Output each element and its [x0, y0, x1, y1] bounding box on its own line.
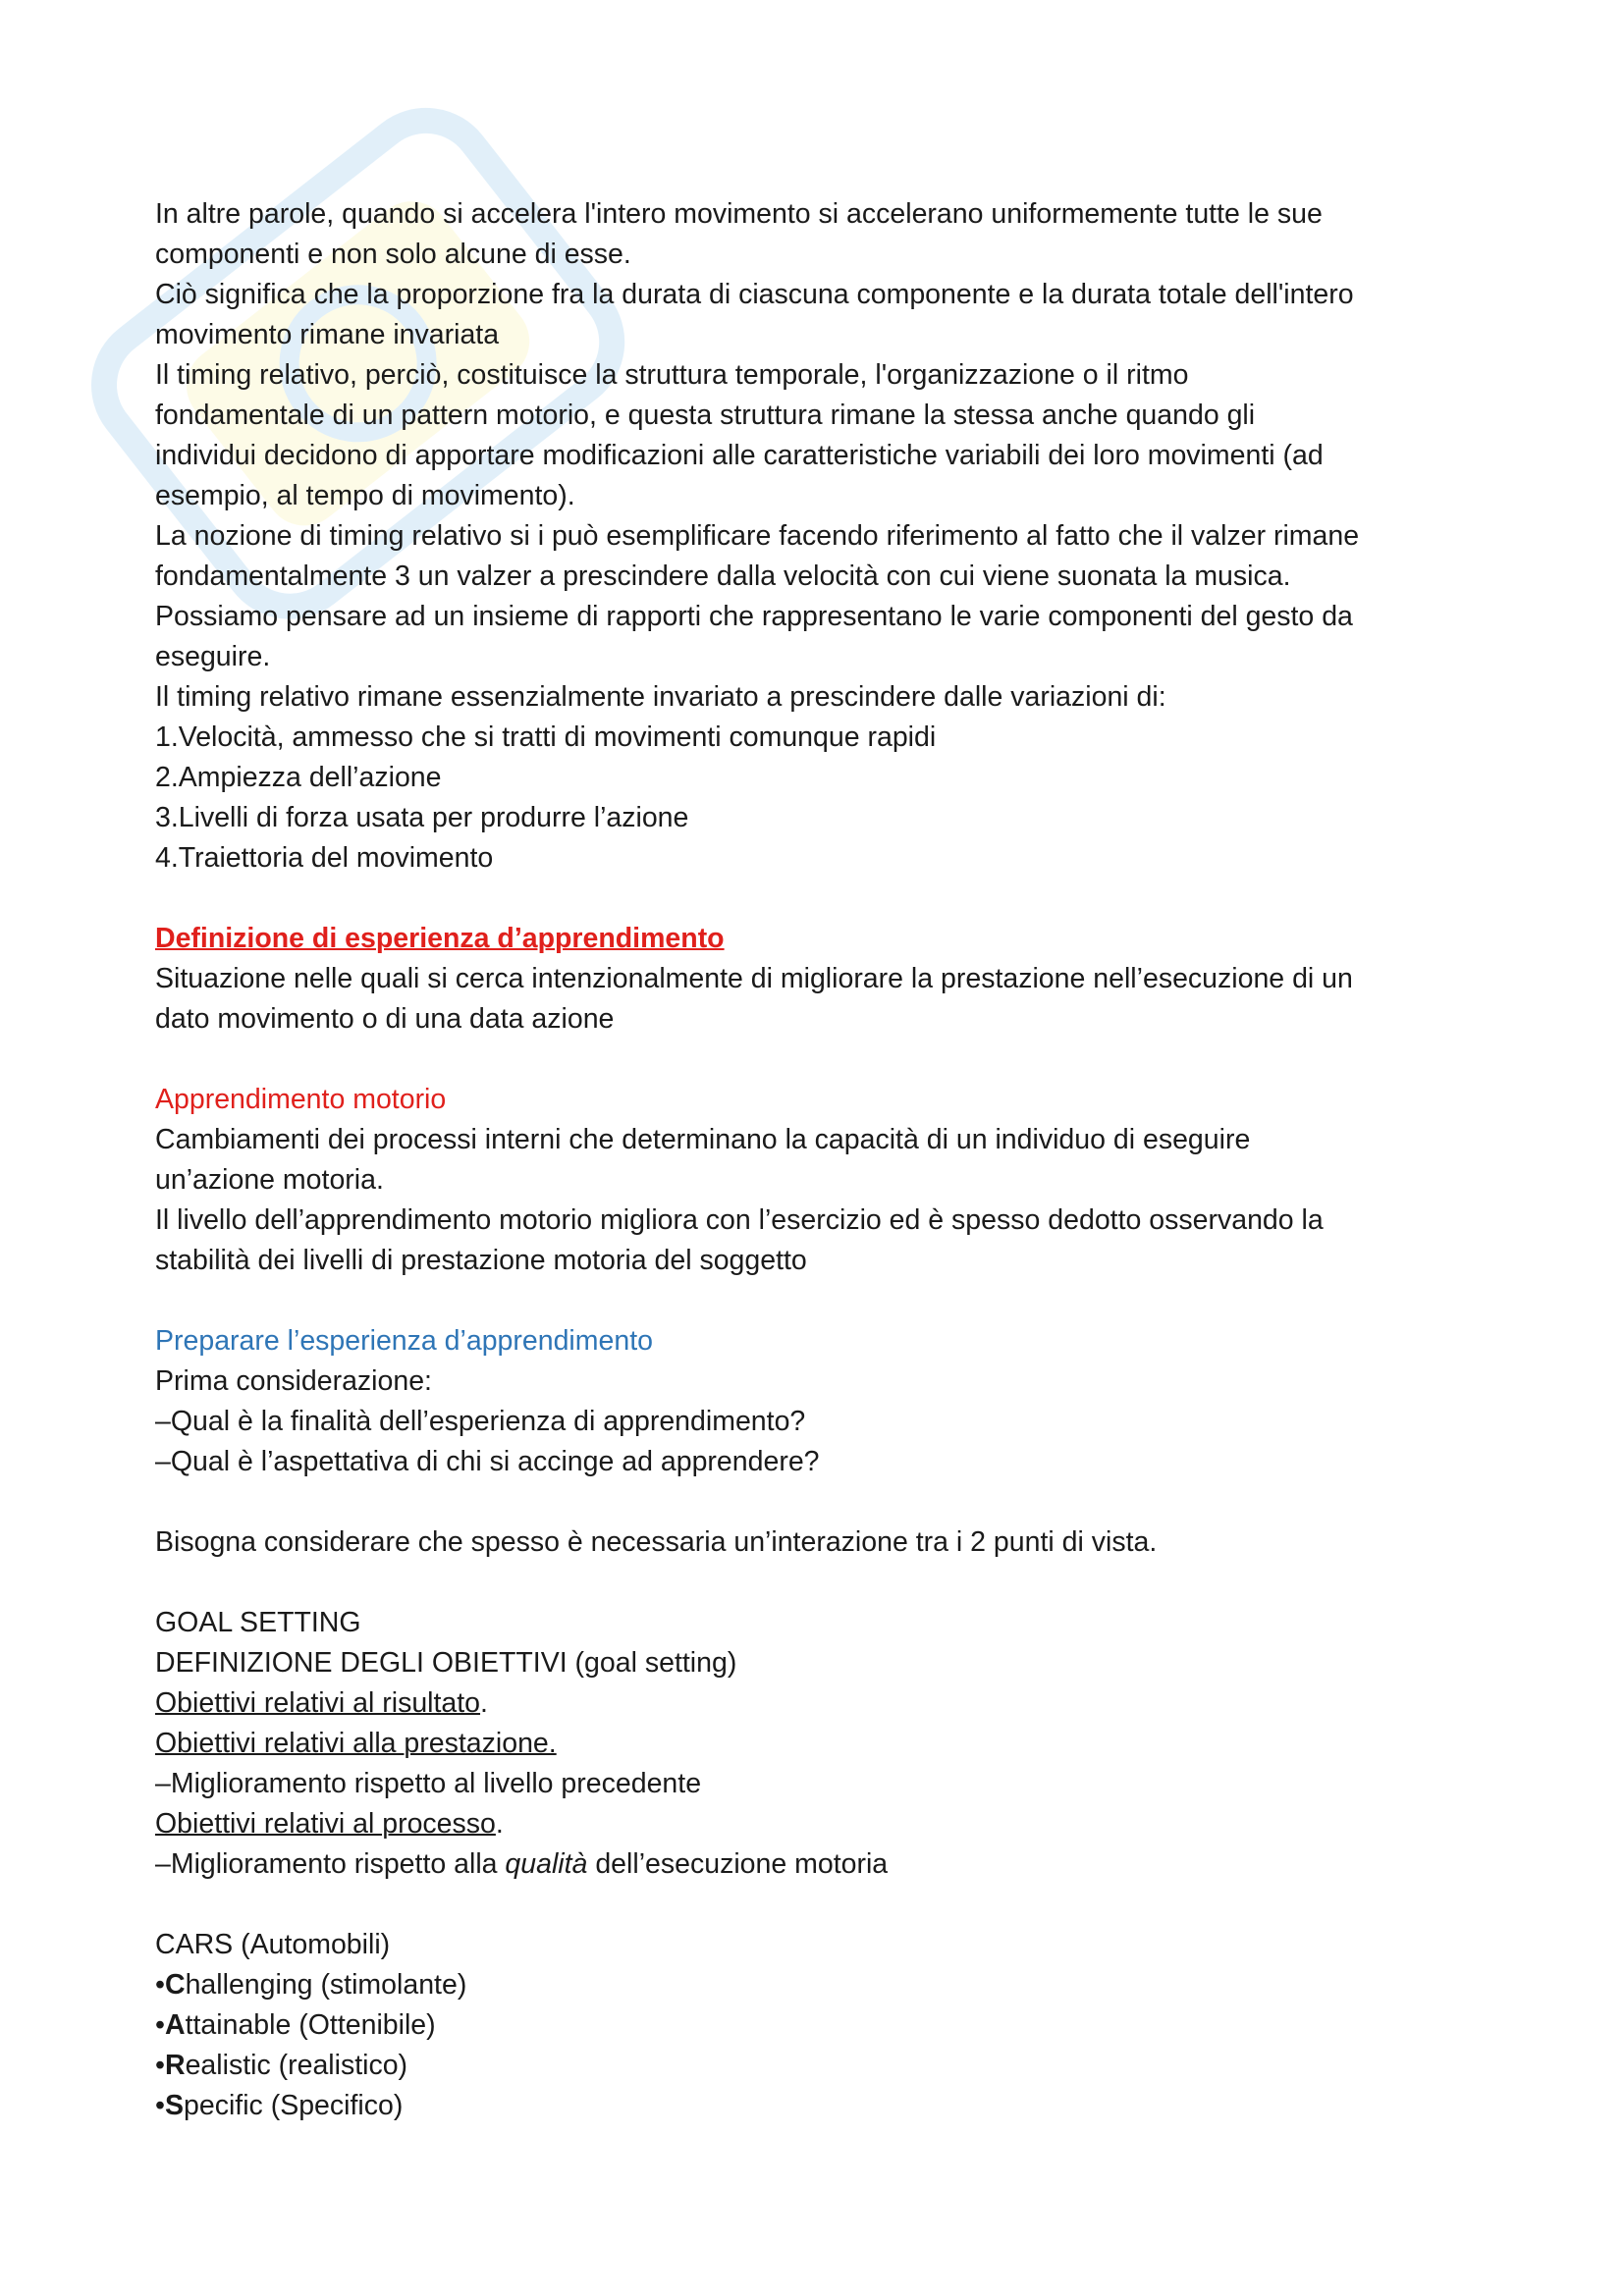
list-item: 2.Ampiezza dell’azione: [155, 762, 442, 793]
list-item: 1.Velocità, ammesso che si tratti di movimenti comunque rapidi: [155, 721, 937, 753]
underlined-text: Obiettivi relativi al processo: [155, 1808, 496, 1840]
initial-letter: A: [164, 2009, 186, 2041]
bullet-icon: •: [155, 2009, 165, 2041]
section-heading: Definizione di esperienza d’apprendimento: [155, 923, 725, 954]
section-heading: Preparare l’esperienza d’apprendimento: [155, 1325, 653, 1357]
text-fragment: –Miglioramento rispetto alla: [155, 1848, 506, 1880]
text-line: stabilità dei livelli di prestazione motoria del soggetto: [155, 1245, 807, 1276]
text-line: individui decidono di apportare modificazioni alle caratteristiche variabili dei loro movimenti (ad: [155, 440, 1324, 471]
bullet-item: [155, 1965, 1490, 2005]
intro-section: [155, 194, 1490, 879]
text-line: fondamentalmente 3 un valzer a prescindere dalla velocità con cui viene suonata la musica.: [155, 561, 1291, 592]
initial-letter: C: [164, 1969, 186, 2001]
period: .: [495, 1808, 504, 1840]
initial-letter: S: [164, 2090, 184, 2121]
text-line: un’azione motoria.: [155, 1164, 384, 1196]
goal-risultato: [155, 1683, 1490, 1724]
italic-text: qualità: [505, 1848, 588, 1880]
list-item: –Qual è l’aspettativa di chi si accinge ad apprendere?: [155, 1446, 820, 1477]
section-title: CARS (Automobili): [155, 1929, 391, 1960]
text-line: Il timing relativo rimane essenzialmente invariato a prescindere dalle variazioni di:: [155, 681, 1166, 713]
underlined-text: Obiettivi relativi al risultato: [155, 1687, 481, 1719]
item-text: hallenging (stimolante): [185, 1969, 467, 2001]
section-title: GOAL SETTING: [155, 1607, 361, 1638]
bullet-icon: •: [155, 2090, 165, 2121]
bullet-item: [155, 2046, 1490, 2086]
goal-processo: [155, 1804, 1490, 1844]
text-line: Cambiamenti dei processi interni che determinano la capacità di un individuo di eseguire: [155, 1124, 1251, 1155]
goal-prestazione: [155, 1724, 1490, 1764]
text-line: eseguire.: [155, 641, 271, 672]
text-line: Il livello dell’apprendimento motorio migliora con l’esercizio ed è spesso dedotto osservando la: [155, 1204, 1324, 1236]
preparare-section: [155, 1321, 1490, 1563]
text-line: Possiamo pensare ad un insieme di rapporti che rappresentano le varie componenti del gesto da: [155, 601, 1353, 632]
text-line: dato movimento o di una data azione: [155, 1003, 615, 1035]
goal-setting-section: [155, 1603, 1490, 1885]
text-line: In altre parole, quando si accelera l'intero movimento si accelerano uniformemente tutte le sue: [155, 198, 1323, 230]
document-page: [155, 194, 1490, 2126]
initial-letter: R: [164, 2050, 186, 2081]
bullet-icon: •: [155, 1969, 165, 2001]
section-heading: Apprendimento motorio: [155, 1084, 447, 1115]
text-line: fondamentale di un pattern motorio, e questa struttura rimane la stessa anche quando gli: [155, 400, 1256, 431]
text-line: movimento rimane invariata: [155, 319, 500, 350]
period: .: [480, 1687, 488, 1719]
item-text: pecific (Specifico): [184, 2090, 404, 2121]
text-line: componenti e non solo alcune di esse.: [155, 239, 631, 270]
apprendimento-section: [155, 1080, 1490, 1281]
bullet-item: [155, 2086, 1490, 2126]
underlined-text: Obiettivi relativi alla prestazione.: [155, 1728, 557, 1759]
text-line: Ciò significa che la proporzione fra la durata di ciascuna componente e la durata totale dell'intero: [155, 279, 1354, 310]
section-subtitle: DEFINIZIONE DEGLI OBIETTIVI (goal setting): [155, 1647, 737, 1679]
text-line: Bisogna considerare che spesso è necessaria un’interazione tra i 2 punti di vista.: [155, 1526, 1158, 1558]
cars-section: [155, 1925, 1490, 2126]
item-text: ealistic (realistico): [185, 2050, 408, 2081]
list-item: 4.Traiettoria del movimento: [155, 842, 494, 874]
text-line: Situazione nelle quali si cerca intenzionalmente di migliorare la prestazione nell’esecuzione di un: [155, 963, 1353, 994]
text-line: Il timing relativo, perciò, costituisce la struttura temporale, l'organizzazione o il ritmo: [155, 359, 1189, 391]
item-text: ttainable (Ottenibile): [185, 2009, 436, 2041]
list-item: 3.Livelli di forza usata per produrre l’azione: [155, 802, 689, 833]
text-line: Prima considerazione:: [155, 1365, 432, 1397]
list-item: –Miglioramento rispetto al livello precedente: [155, 1768, 702, 1799]
bullet-icon: •: [155, 2050, 165, 2081]
text-line: La nozione di timing relativo si i può esemplificare facendo riferimento al fatto che il valzer rimane: [155, 520, 1360, 552]
list-item: –Qual è la finalità dell’esperienza di apprendimento?: [155, 1406, 806, 1437]
bullet-item: [155, 2005, 1490, 2046]
text-fragment: dell’esecuzione motoria: [587, 1848, 889, 1880]
text-line: esempio, al tempo di movimento).: [155, 480, 575, 511]
esperienza-section: [155, 919, 1490, 1040]
list-item: [155, 1844, 1490, 1885]
